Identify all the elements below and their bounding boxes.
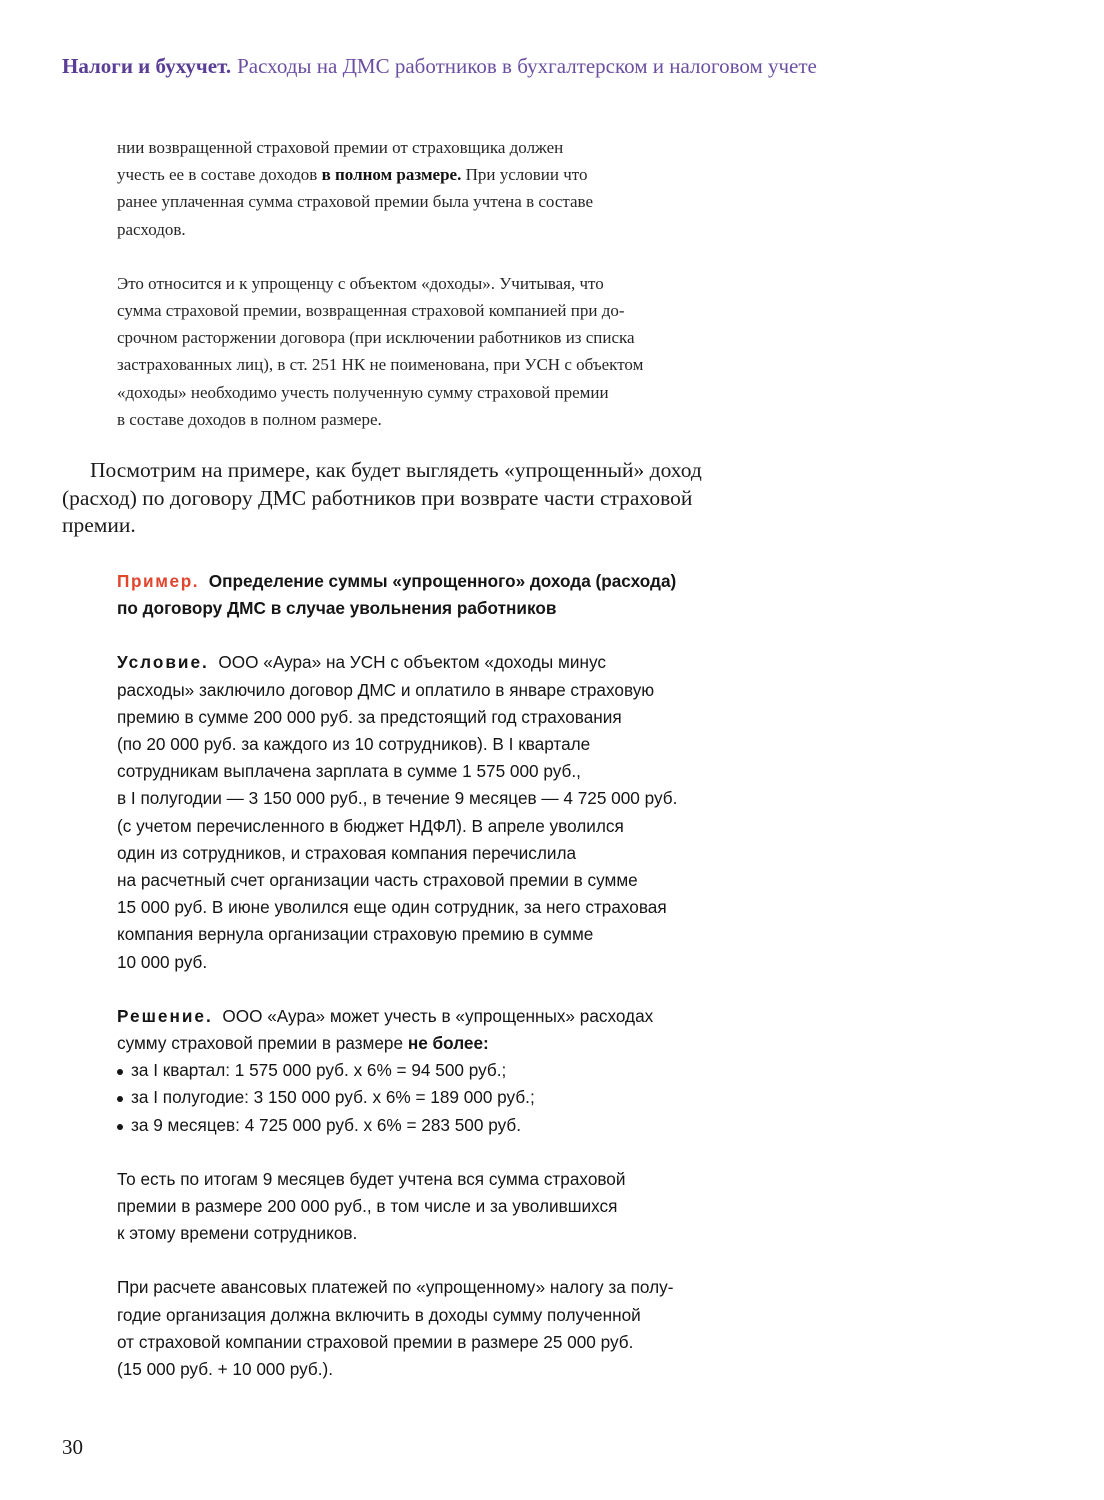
text-line: ранее уплаченная сумма страховой премии была учтена в составе [117,192,594,212]
text-line: При расчете авансовых платежей по «упрощенному» налогу за полу- [117,1277,674,1298]
text-line: компания вернула организации страховую премию в сумме [117,924,594,945]
example-label: Пример. [117,571,200,591]
text-line: Это относится и к упрощенцу с объектом «доходы». Учитывая, что [117,273,604,293]
text-line: Посмотрим на примере, как будет выглядеть «упрощенный» доход [90,458,702,482]
summary-paragraph [117,1166,757,1248]
text-line: (расход) по договору ДМС работников при возврате части страховой [62,485,693,510]
text-line: То есть по итогам 9 месяцев будет учтена вся сумма страховой [117,1168,626,1189]
text-line: расходы» заключило договор ДМС и оплатило в январе страховую [117,679,655,700]
text-line: срочном расторжении договора (при исключении работников из списка [117,328,635,348]
text-line: сумму страховой премии в размере [117,1033,408,1054]
text-line: (15 000 руб. + 10 000 руб.). [117,1359,334,1380]
text-line: на расчетный счет организации часть страховой премии в сумме [117,870,638,891]
running-header [62,52,1062,80]
text-line: премию в сумме 200 000 руб. за предстоящий год страхования [117,706,622,727]
condition-label: Условие. [117,652,209,673]
lead-paragraph [62,457,752,540]
calculation-list [117,1057,757,1139]
solution-paragraph [117,1003,757,1057]
note-paragraph-1 [117,134,757,243]
text-line: в составе доходов в полном размере. [117,409,382,429]
note-block [117,134,757,433]
list-item: за 9 месяцев: 4 725 000 руб. х 6% = 283 500 руб. [117,1112,757,1139]
text-line: от страховой компании страховой премии в размере 25 000 руб. [117,1331,634,1352]
header-section: Налоги и бухучет. [62,54,232,78]
solution-block [117,1003,757,1139]
text-line: к этому времени сотрудников. [117,1223,358,1244]
text-line: застрахованных лиц), в ст. 251 НК не поименована, при УСН с объектом [117,355,644,375]
list-item: за I квартал: 1 575 000 руб. х 6% = 94 500 руб.; [117,1057,757,1084]
text-line: 10 000 руб. [117,951,208,972]
header-title: Расходы на ДМС работников в бухгалтерском и налоговом учете [237,54,817,78]
solution-label: Решение. [117,1005,213,1026]
text-line: сотрудникам выплачена зарплата в сумме 1 575 000 руб., [117,761,581,782]
example-title: Определение суммы «упрощенного» дохода (расхода) [208,571,677,591]
text-line: учесть ее в составе доходов [117,165,322,185]
text-line: нии возвращенной страховой премии от страховщика должен [117,138,564,157]
condition-paragraph [117,649,757,975]
list-item: за I полугодие: 3 150 000 руб. х 6% = 189 000 руб.; [117,1084,757,1111]
text-line: в I полугодии — 3 150 000 руб., в течение 9 месяцев — 4 725 000 руб. [117,788,678,809]
text-line: При условии что [461,165,588,185]
text-line: премии в размере 200 000 руб., в том числе и за уволившихся [117,1196,618,1217]
example-heading [117,568,757,622]
text-line: годие организация должна включить в доходы сумму полученной [117,1304,641,1325]
text-line: (по 20 000 руб. за каждого из 10 сотрудников). В I квартале [117,734,591,755]
example-title: по договору ДМС в случае увольнения работников [117,598,557,619]
text-line: «доходы» необходимо учесть полученную сумму страховой премии [117,382,609,402]
text-line: ООО «Аура» на УСН с объектом «доходы минус [218,652,606,673]
final-paragraph [117,1274,757,1383]
text-line: премии. [62,513,136,537]
text-line: один из сотрудников, и страховая компания перечислила [117,842,577,863]
note-paragraph-2 [117,270,757,433]
emphasis: в полном размере. [321,165,462,185]
example-box [117,568,757,1383]
text-line: сумма страховой премии, возвращенная страховой компанией при до- [117,301,625,321]
text-line: ООО «Аура» может учесть в «упрощенных» расходах [222,1005,654,1026]
text-line: расходов. [117,219,186,239]
text-line: (с учетом перечисленного в бюджет НДФЛ). В апреле уволился [117,815,624,836]
emphasis: не более: [407,1033,489,1054]
text-line: 15 000 руб. В июне уволился еще один сотрудник, за него страховая [117,897,667,918]
page-number: 30 [62,1435,83,1459]
